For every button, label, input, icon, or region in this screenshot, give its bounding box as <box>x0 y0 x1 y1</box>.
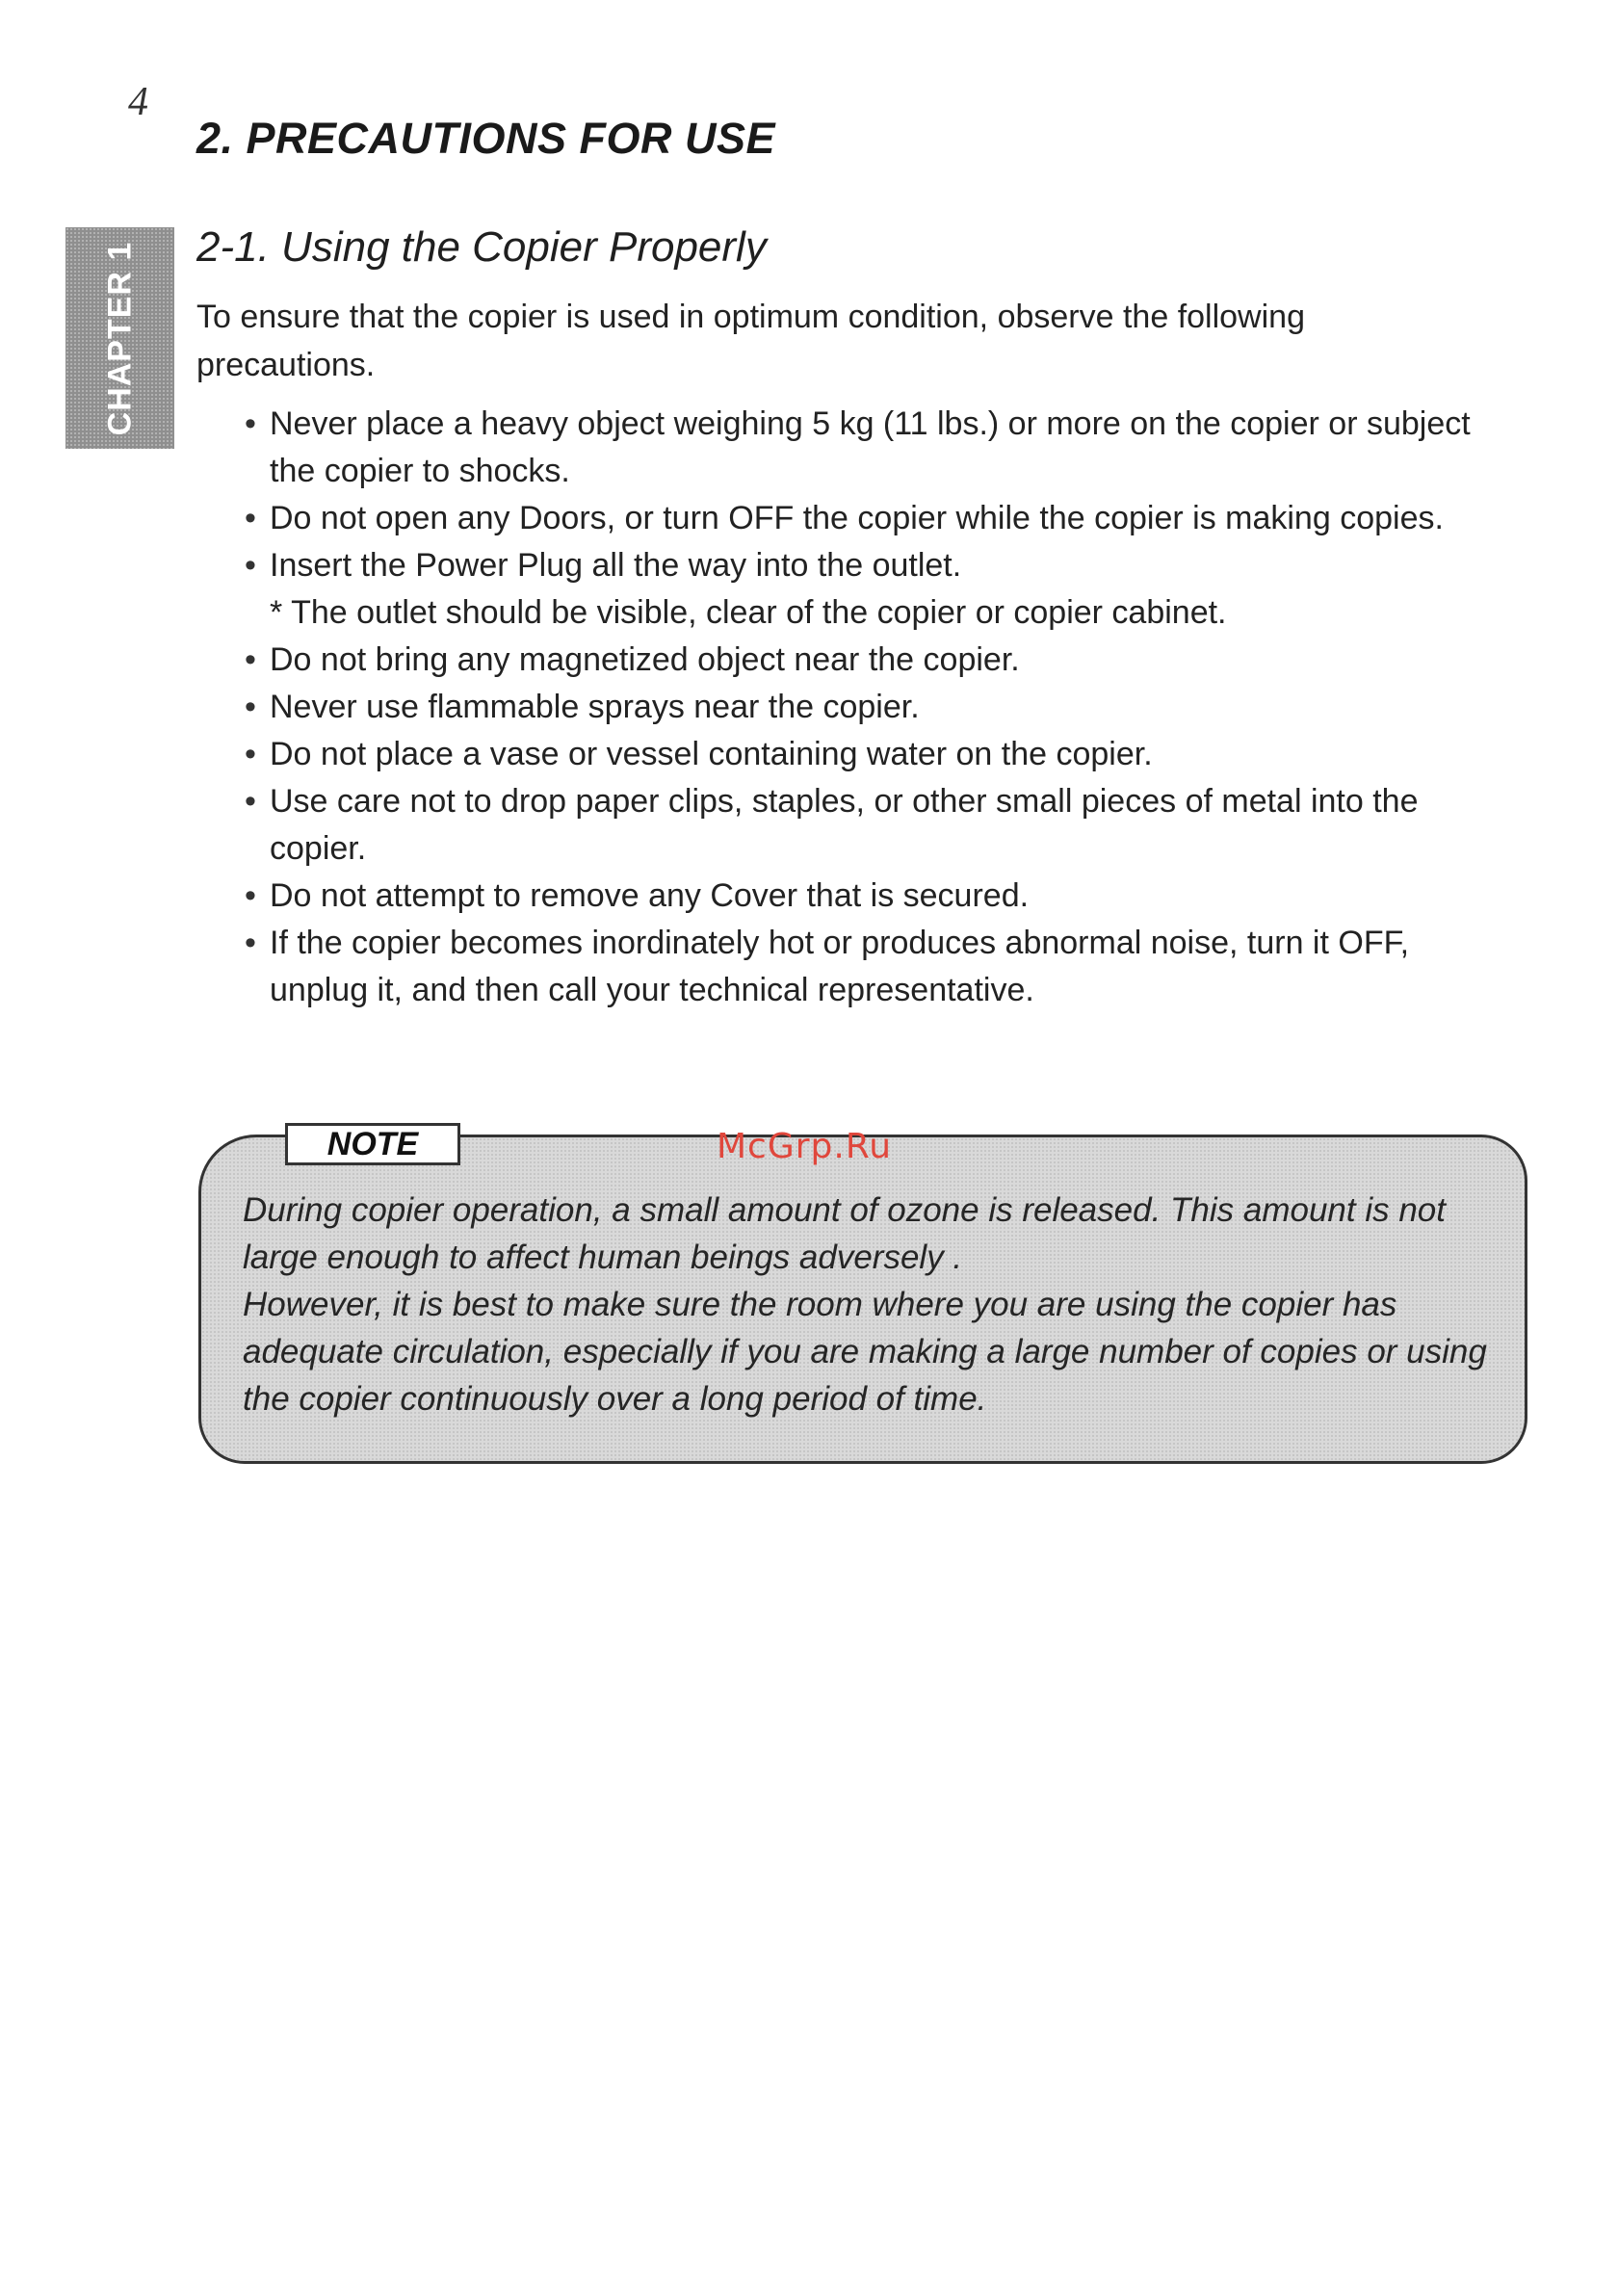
page-number: 4 <box>128 80 148 124</box>
note-paragraph: During copier operation, a small amount of ozone is released. This amount is not large enough to affect human beings adversely . <box>243 1191 1446 1276</box>
note-paragraph: However, it is best to make sure the room where you are using the copier has adequate circulation, especially if you are making a large number of copies or using the copier continuously over a long period of time. <box>243 1286 1487 1418</box>
note-text <box>243 1187 1524 1422</box>
precaution-item: • Never use flammable sprays near the copier. <box>245 684 1497 731</box>
section-title: 2. PRECAUTIONS FOR USE <box>196 114 776 163</box>
intro-paragraph: To ensure that the copier is used in optimum condition, observe the following precautions. <box>196 299 1305 383</box>
precaution-item: • Use care not to drop paper clips, staples, or other small pieces of metal into the copier. <box>245 778 1497 873</box>
precaution-subnote: * The outlet should be visible, clear of the copier or copier cabinet. <box>270 594 1227 631</box>
precaution-item: • Insert the Power Plug all the way into the outlet. <box>245 542 1497 589</box>
precaution-item: • If the copier becomes inordinately hot or produces abnormal noise, turn it OFF, unplug it, and then call your technical representative. <box>245 920 1497 1014</box>
subsection-title: 2-1. Using the Copier Properly <box>196 223 767 271</box>
chapter-tab-label: CHAPTER 1 <box>101 241 139 435</box>
chapter-tab <box>65 227 174 449</box>
precaution-item: • Never place a heavy object weighing 5 kg (11 lbs.) or more on the copier or subject the copier to shocks. <box>245 401 1497 495</box>
watermark: McGrp.Ru <box>717 1127 893 1166</box>
precaution-item: • Do not attempt to remove any Cover that is secured. <box>245 873 1497 920</box>
precaution-item: • Do not open any Doors, or turn OFF the copier while the copier is making copies. <box>245 495 1497 542</box>
note-label: NOTE <box>285 1123 460 1165</box>
precaution-item: • Do not place a vase or vessel containing water on the copier. <box>245 731 1497 778</box>
precaution-item: • Do not bring any magnetized object near the copier. <box>245 637 1497 684</box>
precautions-list <box>245 401 1497 1014</box>
